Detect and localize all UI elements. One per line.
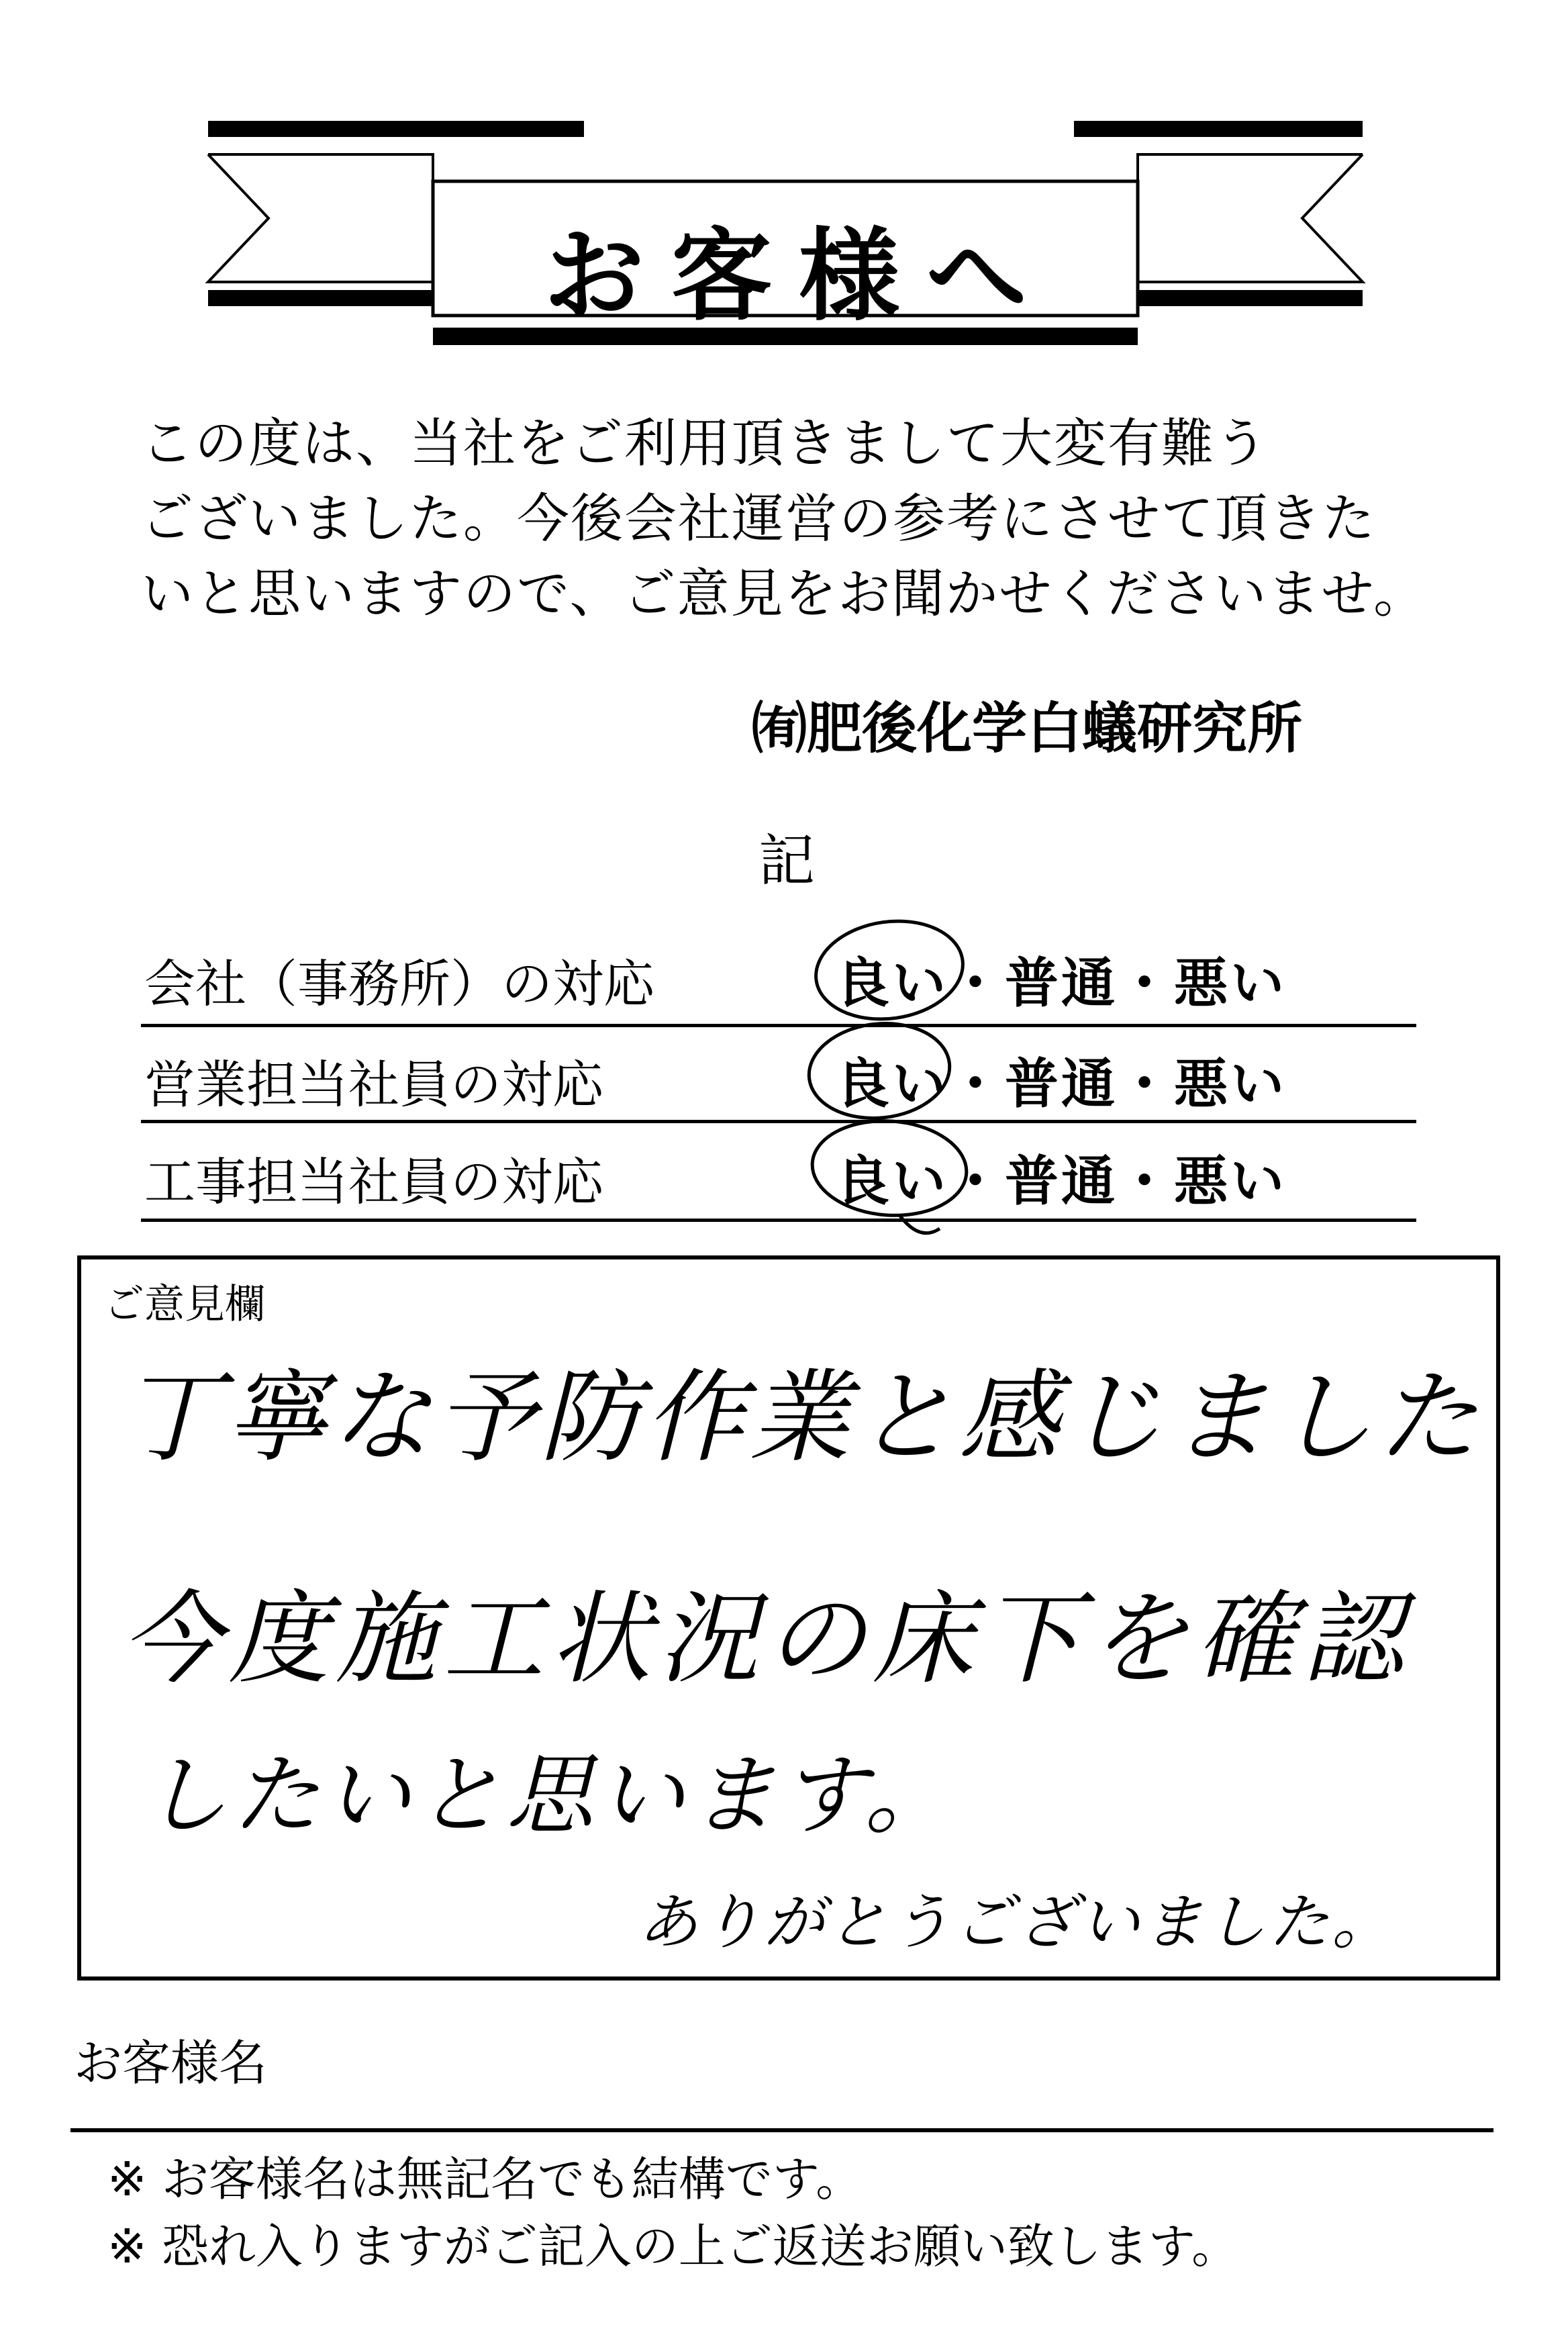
record-heading: 記 bbox=[758, 828, 816, 894]
survey-row-options: 良い・普通・悪い bbox=[836, 952, 1287, 1014]
survey-row-options: 良い・普通・悪い bbox=[836, 1150, 1287, 1212]
customer-name-label: お客様名 bbox=[74, 2035, 268, 2091]
note-2: ※ 恐れ入りますがご記入の上ご返送お願い致します。 bbox=[107, 2219, 1239, 2274]
survey-row-label: 営業担当社員の対応 bbox=[144, 1055, 603, 1114]
survey-row-label: 工事担当社員の対応 bbox=[144, 1152, 603, 1212]
handwritten-line-2: 今度施工状況の床下を確認 bbox=[121, 1581, 1410, 1698]
customer-name-line bbox=[70, 2128, 1493, 2132]
note-1: ※ お客様名は無記名でも結構です。 bbox=[107, 2152, 863, 2207]
intro-line-2: ございました。今後会社運営の参考にさせて頂きた bbox=[141, 489, 1377, 549]
selection-circle bbox=[805, 1016, 954, 1125]
selection-circle bbox=[810, 912, 969, 1028]
row-divider bbox=[141, 1120, 1416, 1123]
row-divider bbox=[141, 1024, 1416, 1027]
company-name: ㈲肥後化学白蟻研究所 bbox=[752, 697, 1303, 761]
intro-line-1: この度は、当社をご利用頂きまして大変有難う bbox=[141, 414, 1269, 474]
handwritten-line-4: ありがとうございました。 bbox=[638, 1887, 1395, 1958]
row-divider bbox=[141, 1219, 1416, 1222]
survey-row-label: 会社（事務所）の対応 bbox=[144, 954, 654, 1014]
survey-row-options: 良い・普通・悪い bbox=[836, 1053, 1287, 1115]
handwritten-line-1: 丁寧な予防作業と感じました bbox=[121, 1360, 1483, 1476]
opinion-label: ご意見欄 bbox=[104, 1281, 265, 1328]
intro-line-3: いと思いますので、ご意見をお聞かせくださいませ。 bbox=[141, 564, 1428, 624]
handwritten-line-3: したいと思います。 bbox=[141, 1744, 956, 1846]
page-title: お客様へ bbox=[544, 217, 1055, 335]
selection-circle bbox=[809, 1116, 969, 1221]
selection-circles bbox=[805, 906, 1007, 1255]
